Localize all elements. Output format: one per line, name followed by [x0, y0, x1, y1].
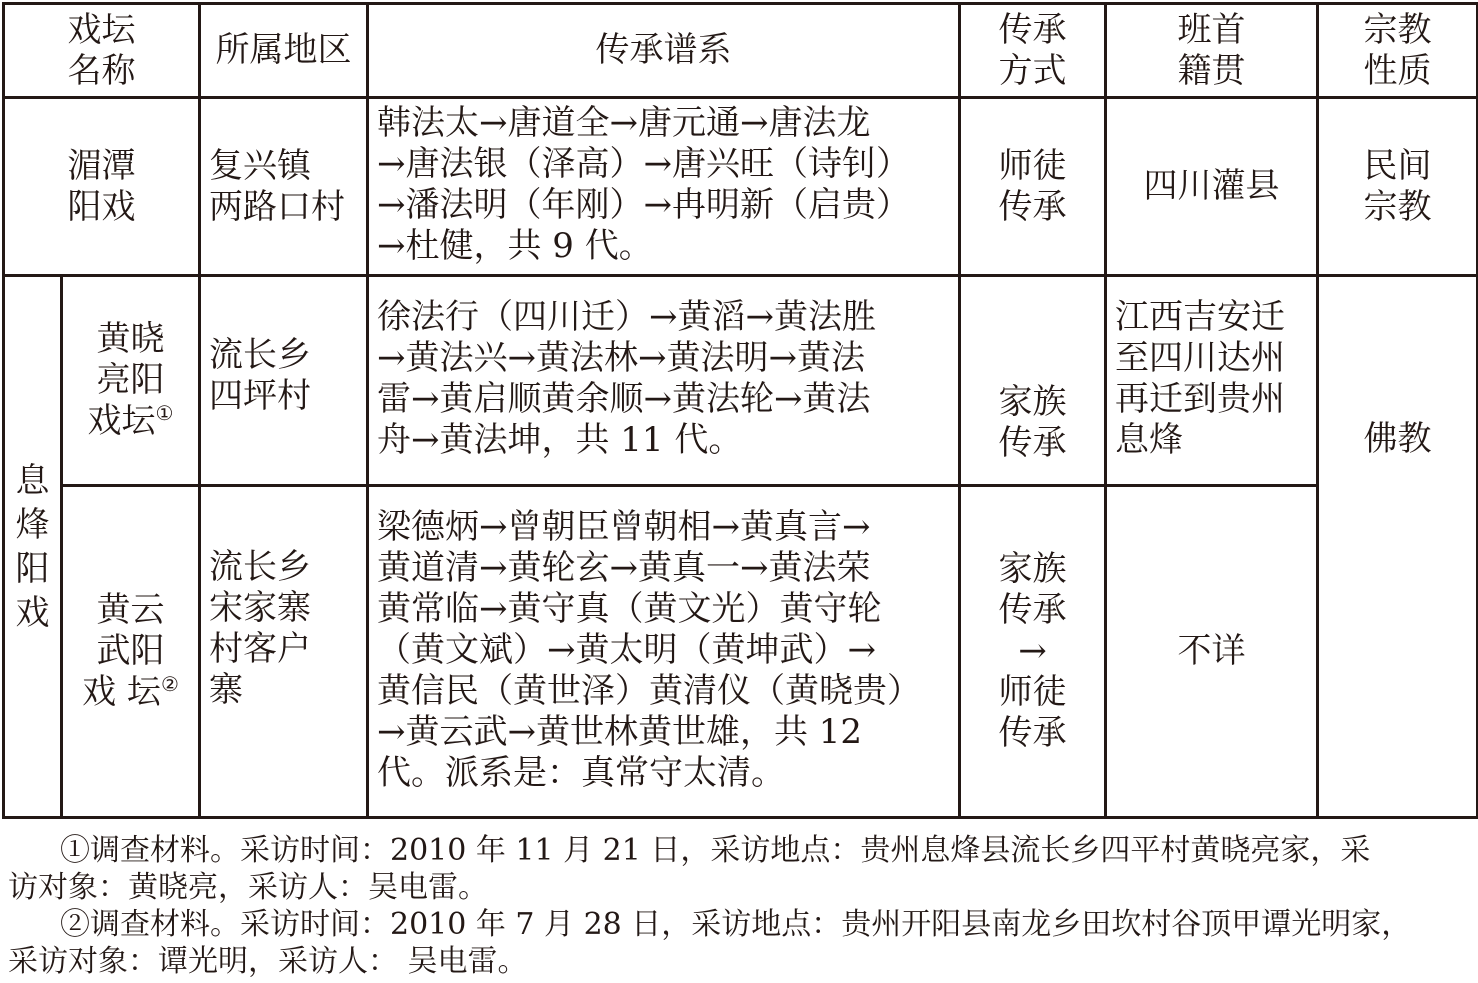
region-cell: 复兴镇 两路口村 — [200, 98, 368, 276]
region-cell: 流长乡 四坪村 — [200, 276, 368, 486]
religion-cell: 民间 宗教 — [1318, 98, 1478, 276]
footnote-ref-2: ② — [160, 672, 179, 696]
table-row — [4, 276, 1478, 486]
method-cell: 师徒 传承 — [960, 98, 1106, 276]
lineage-cell: 梁德炳→曾朝臣曾朝相→黄真言→ 黄道清→黄轮玄→黄真一→黄法荣 黄常临→黄守真（黄文光）黄守轮 （黄文斌）→黄太明（黄坤武）→ 黄信民（黄世泽）黄清仪（黄晓贵） →黄云武→黄世林黄世雄，共 12 代。派系是：真常守太清。 — [368, 486, 960, 818]
religion-cell: 佛教 — [1318, 276, 1478, 818]
header-region: 所属地区 — [200, 4, 368, 98]
footnote-1-cont: 访对象：黄晓亮，采访人：吴电雷。 — [8, 870, 488, 905]
footnotes — [8, 832, 1476, 980]
group-label-xifeng: 息 烽 阳 戏 — [4, 276, 62, 818]
troupe-name: 黄云 武阳 戏 坛② — [62, 486, 200, 818]
troupe-name: 黄晓 亮阳 戏坛① — [62, 276, 200, 486]
footnote-ref-1: ① — [155, 401, 174, 425]
header-lineage: 传承谱系 — [368, 4, 960, 98]
header-name: 戏坛 名称 — [4, 4, 200, 98]
footnote-1: ①调查材料。采访时间：2010 年 11 月 21 日，采访地点：贵州息烽县流长乡四平村黄晓亮家，采 — [60, 833, 1371, 868]
table-row — [4, 486, 1478, 818]
method-cell: 家族 传承 — [960, 276, 1106, 486]
lineage-table — [2, 2, 1478, 819]
footnote-2: ②调查材料。采访时间：2010 年 7 月 28 日，采访地点：贵州开阳县南龙乡田坎村谷顶甲谭光明家， — [60, 907, 1412, 942]
lineage-cell: 韩法太→唐道全→唐元通→唐法龙 →唐法银（泽高）→唐兴旺（诗钊） →潘法明（年刚）→冉明新（启贵） →杜健，共 9 代。 — [368, 98, 960, 276]
origin-cell: 江西吉安迁 至四川达州 再迁到贵州 息烽 — [1106, 276, 1318, 486]
header-method: 传承 方式 — [960, 4, 1106, 98]
header-origin: 班首 籍贯 — [1106, 4, 1318, 98]
header-religion: 宗教 性质 — [1318, 4, 1478, 98]
table-row — [4, 98, 1478, 276]
header-row — [4, 4, 1478, 98]
origin-cell: 四川灌县 — [1106, 98, 1318, 276]
lineage-cell: 徐法行（四川迁）→黄滔→黄法胜 →黄法兴→黄法林→黄法明→黄法 雷→黄启顺黄余顺→黄法轮→黄法 舟→黄法坤，共 11 代。 — [368, 276, 960, 486]
footnote-2-cont: 采访对象：谭光明，采访人： 吴电雷。 — [8, 944, 528, 979]
origin-cell: 不详 — [1106, 486, 1318, 818]
method-cell: 家族 传承 → 师徒 传承 — [960, 486, 1106, 818]
troupe-name: 湄潭 阳戏 — [4, 98, 200, 276]
region-cell: 流长乡 宋家寨 村客户 寨 — [200, 486, 368, 818]
